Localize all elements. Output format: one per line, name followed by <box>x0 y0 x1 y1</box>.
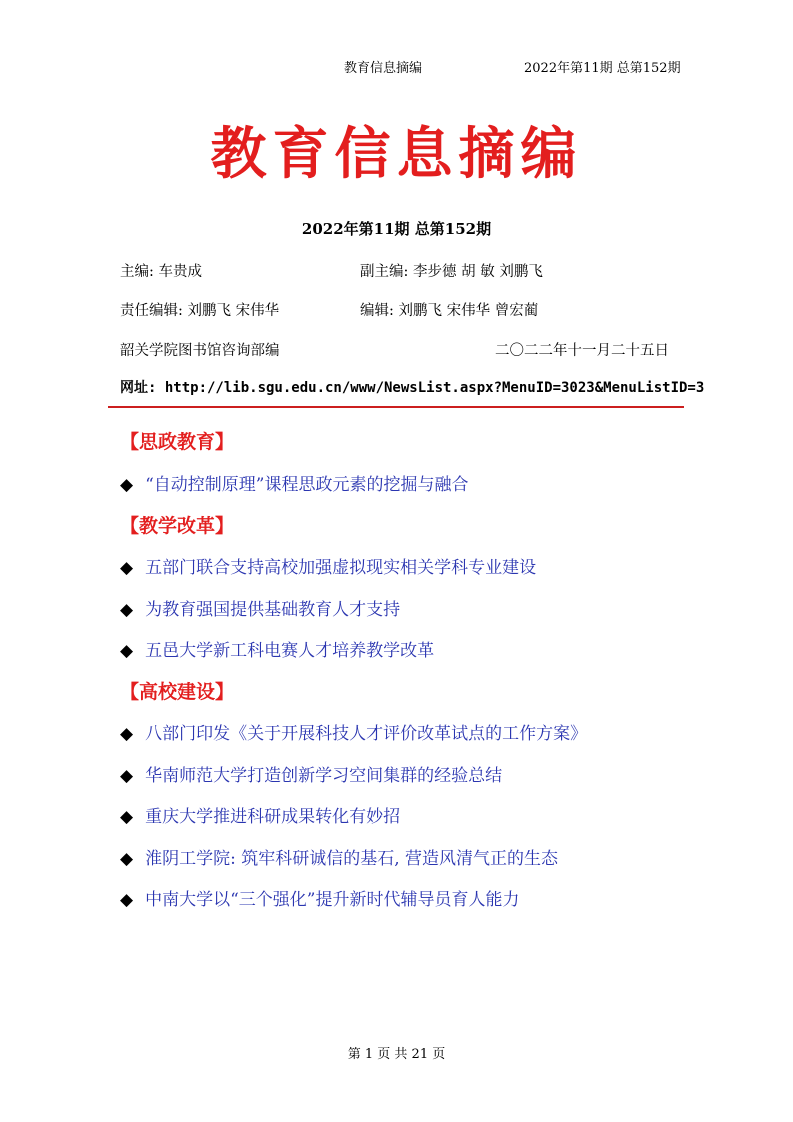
section-title-jiaoxue: 【教学改革】 <box>120 515 235 537</box>
diamond-bullet-icon: ◆ <box>120 724 134 744</box>
section-title-sizheng: 【思政教育】 <box>120 431 235 453</box>
publish-date: 二〇二二年十一月二十五日 <box>495 343 669 359</box>
toc-item-label: 五部门联合支持高校加强虚拟现实相关学科专业建设 <box>145 558 537 578</box>
toc-item[interactable] <box>120 719 587 744</box>
toc-item-label: 五邑大学新工科电赛人才培养教学改革 <box>145 641 435 661</box>
toc-item[interactable] <box>120 844 558 869</box>
page-footer: 第 1 页 共 21 页 <box>347 1047 446 1062</box>
toc-item-label: 八部门印发《关于开展科技人才评价改革试点的工作方案》 <box>145 724 588 744</box>
toc-item-label: 重庆大学推进科研成果转化有妙招 <box>145 807 401 827</box>
toc-item-label: “自动控制原理”课程思政元素的挖掘与融合 <box>145 475 469 495</box>
header-divider <box>108 406 684 408</box>
chief-editor: 主编: 车贵成 <box>120 264 202 280</box>
toc-item-label: 中南大学以“三个强化”提升新时代辅导员育人能力 <box>145 890 520 910</box>
toc-item-label: 华南师范大学打造创新学习空间集群的经验总结 <box>145 766 503 786</box>
section-title-gaoxiao: 【高校建设】 <box>120 681 235 703</box>
diamond-bullet-icon: ◆ <box>120 600 134 620</box>
toc-item[interactable] <box>120 885 519 910</box>
toc-item[interactable] <box>120 470 468 495</box>
website-url[interactable]: 网址: http://lib.sgu.edu.cn/www/NewsList.aspx?MenuID=3023&MenuListID=3 <box>120 380 705 396</box>
running-header-publication: 教育信息摘编 <box>344 61 423 76</box>
diamond-bullet-icon: ◆ <box>120 807 134 827</box>
editors: 编辑: 刘鹏飞 宋伟华 曾宏蔺 <box>360 303 539 319</box>
responsible-editors: 责任编辑: 刘鹏飞 宋伟华 <box>120 303 280 319</box>
diamond-bullet-icon: ◆ <box>120 475 134 495</box>
diamond-bullet-icon: ◆ <box>120 849 134 869</box>
toc-item[interactable] <box>120 761 502 786</box>
running-header-issue: 2022年第11期 总第152期 <box>524 61 681 76</box>
diamond-bullet-icon: ◆ <box>120 890 134 910</box>
toc-item-label: 为教育强国提供基础教育人才支持 <box>145 600 401 620</box>
masthead-title: 教育信息摘编 <box>210 122 583 187</box>
diamond-bullet-icon: ◆ <box>120 641 134 661</box>
toc-item[interactable] <box>120 553 536 578</box>
deputy-editors: 副主编: 李步德 胡 敏 刘鹏飞 <box>360 264 543 280</box>
diamond-bullet-icon: ◆ <box>120 766 134 786</box>
toc-item[interactable] <box>120 595 400 620</box>
toc-item[interactable] <box>120 802 400 827</box>
issue-line: 2022年第11期 总第152期 <box>301 220 492 238</box>
organization: 韶关学院图书馆咨询部编 <box>120 343 280 359</box>
toc-item[interactable] <box>120 636 434 661</box>
diamond-bullet-icon: ◆ <box>120 558 134 578</box>
toc-item-label: 淮阴工学院: 筑牢科研诚信的基石, 营造风清气正的生态 <box>145 849 559 869</box>
